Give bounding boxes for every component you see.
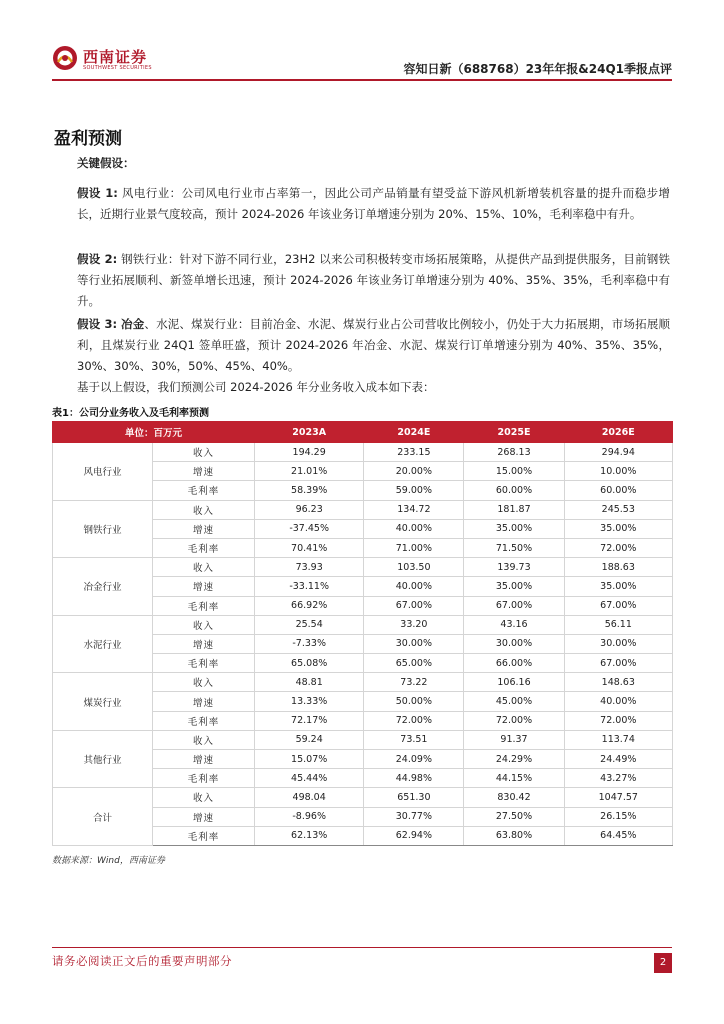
value-cell: 15.00% [464, 462, 564, 481]
value-cell: 233.15 [364, 443, 464, 462]
value-cell: 71.00% [364, 538, 464, 557]
value-cell: 96.23 [255, 500, 364, 519]
metric-label: 增速 [153, 750, 255, 769]
value-cell: 25.54 [255, 615, 364, 634]
metric-label: 毛利率 [153, 596, 255, 615]
value-cell: 26.15% [564, 807, 672, 826]
value-cell: 30.77% [364, 807, 464, 826]
footer-disclaimer: 请务必阅读正文后的重要声明部分 [52, 954, 232, 968]
value-cell: 73.51 [364, 730, 464, 749]
value-cell: 134.72 [364, 500, 464, 519]
table-row [53, 788, 673, 807]
value-cell: 188.63 [564, 558, 672, 577]
forecast-table [52, 421, 673, 846]
value-cell: 58.39% [255, 481, 364, 500]
assumption-3-text: 、水泥、煤炭行业：目前冶金、水泥、煤炭行业占公司营收比例较小，仍处于大力拓展期，市场拓展顺利，且煤炭行业 24Q1 签单旺盛，预计 2024-2026 年冶金、水泥、煤炭行订单增速分别为 40%、35%、35%，30%、30%、30%，50%、45%、40%。 [77, 317, 671, 373]
table-row [53, 558, 673, 577]
value-cell: 113.74 [564, 730, 672, 749]
value-cell: 60.00% [464, 481, 564, 500]
value-cell: 67.00% [364, 596, 464, 615]
value-cell: 15.07% [255, 750, 364, 769]
value-cell: 62.13% [255, 826, 364, 845]
value-cell: 66.00% [464, 654, 564, 673]
value-cell: 33.20 [364, 615, 464, 634]
southwest-securities-logo-icon [52, 45, 78, 71]
value-cell: 181.87 [464, 500, 564, 519]
year-header: 2025E [464, 422, 564, 443]
metric-label: 增速 [153, 807, 255, 826]
value-cell: 44.15% [464, 769, 564, 788]
segment-name: 钢铁行业 [53, 500, 153, 558]
metric-label: 收入 [153, 730, 255, 749]
segment-name: 合计 [53, 788, 153, 846]
year-header: 2026E [564, 422, 672, 443]
assumption-2-text: 钢铁行业：针对下游不同行业，23H2 以来公司积极转变市场拓展策略，从提供产品到提供服务，目前钢铁等行业拓展顺利、新签单增长迅速，预计 2024-2026 年该业务订单增速分别为 40%、35%、35%，毛利率稳中有升。 [77, 252, 671, 308]
company-logo [52, 44, 162, 74]
value-cell: 72.17% [255, 711, 364, 730]
value-cell: 45.44% [255, 769, 364, 788]
assumption-3 [54, 314, 670, 377]
table-header-row [53, 422, 673, 443]
metric-label: 收入 [153, 673, 255, 692]
value-cell: 24.09% [364, 750, 464, 769]
assumptions-heading [54, 153, 670, 174]
value-cell: 43.16 [464, 615, 564, 634]
value-cell: 35.00% [564, 577, 672, 596]
page-number: 2 [654, 953, 672, 973]
segment-name: 风电行业 [53, 443, 153, 501]
value-cell: 651.30 [364, 788, 464, 807]
value-cell: 40.00% [364, 577, 464, 596]
value-cell: 50.00% [364, 692, 464, 711]
value-cell: 106.16 [464, 673, 564, 692]
metric-label: 毛利率 [153, 711, 255, 730]
assumption-2 [54, 249, 670, 312]
value-cell: 56.11 [564, 615, 672, 634]
value-cell: 72.00% [364, 711, 464, 730]
assumption-3-label: 假设 3: [77, 317, 118, 331]
table-row [53, 730, 673, 749]
value-cell: 294.94 [564, 443, 672, 462]
metric-label: 毛利率 [153, 538, 255, 557]
value-cell: 67.00% [564, 654, 672, 673]
table-row [53, 615, 673, 634]
table-row [53, 500, 673, 519]
table-row [53, 443, 673, 462]
report-header-title: 容知日新（688768）23年年报&24Q1季报点评 [403, 62, 672, 76]
year-header: 2023A [255, 422, 364, 443]
metric-label: 增速 [153, 634, 255, 653]
value-cell: 65.08% [255, 654, 364, 673]
value-cell: 63.80% [464, 826, 564, 845]
value-cell: -7.33% [255, 634, 364, 653]
value-cell: 139.73 [464, 558, 564, 577]
value-cell: -33.11% [255, 577, 364, 596]
value-cell: 65.00% [364, 654, 464, 673]
value-cell: 40.00% [564, 692, 672, 711]
value-cell: 103.50 [364, 558, 464, 577]
value-cell: -8.96% [255, 807, 364, 826]
value-cell: 30.00% [564, 634, 672, 653]
value-cell: 67.00% [464, 596, 564, 615]
assumption-2-label: 假设 2: [77, 252, 118, 266]
segment-name: 冶金行业 [53, 558, 153, 616]
value-cell: 30.00% [364, 634, 464, 653]
assumption-1 [54, 183, 670, 225]
assumption-1-text: 风电行业：公司风电行业市占率第一，因此公司产品销量有望受益下游风机新增装机容量的提升而稳步增长，近期行业景气度较高，预计 2024-2026 年该业务订单增速分别为 20%、15%、10%，毛利率稳中有升。 [77, 186, 671, 221]
assumption-1-label: 假设 1: [77, 186, 118, 200]
logo-name-en: SOUTHWEST SECURITIES [83, 65, 152, 71]
assumptions-summary-text: 基于以上假设，我们预测公司 2024-2026 年分业务收入成本如下表： [77, 380, 435, 394]
metric-label: 增速 [153, 519, 255, 538]
value-cell: 498.04 [255, 788, 364, 807]
value-cell: 35.00% [464, 577, 564, 596]
metric-label: 毛利率 [153, 826, 255, 845]
value-cell: 72.00% [564, 711, 672, 730]
assumptions-heading-text: 关键假设： [77, 156, 135, 170]
value-cell: 24.49% [564, 750, 672, 769]
table-row [53, 673, 673, 692]
value-cell: 70.41% [255, 538, 364, 557]
value-cell: 64.45% [564, 826, 672, 845]
value-cell: 21.01% [255, 462, 364, 481]
value-cell: 60.00% [564, 481, 672, 500]
metric-label: 增速 [153, 692, 255, 711]
metric-label: 增速 [153, 577, 255, 596]
table-caption: 表1：公司分业务收入及毛利率预测 [52, 408, 209, 419]
value-cell: 1047.57 [564, 788, 672, 807]
data-source: 数据来源：Wind，西南证券 [52, 856, 165, 866]
metric-label: 收入 [153, 443, 255, 462]
value-cell: 35.00% [464, 519, 564, 538]
value-cell: 72.00% [464, 711, 564, 730]
value-cell: 148.63 [564, 673, 672, 692]
metric-label: 毛利率 [153, 654, 255, 673]
value-cell: 73.22 [364, 673, 464, 692]
value-cell: 59.00% [364, 481, 464, 500]
metric-label: 增速 [153, 462, 255, 481]
metric-label: 收入 [153, 558, 255, 577]
segment-name: 水泥行业 [53, 615, 153, 673]
metric-label: 毛利率 [153, 769, 255, 788]
value-cell: 67.00% [564, 596, 672, 615]
value-cell: -37.45% [255, 519, 364, 538]
value-cell: 66.92% [255, 596, 364, 615]
value-cell: 194.29 [255, 443, 364, 462]
metric-label: 收入 [153, 615, 255, 634]
value-cell: 13.33% [255, 692, 364, 711]
value-cell: 40.00% [364, 519, 464, 538]
value-cell: 30.00% [464, 634, 564, 653]
logo-name-cn: 西南证券 [83, 48, 148, 66]
value-cell: 71.50% [464, 538, 564, 557]
value-cell: 59.24 [255, 730, 364, 749]
value-cell: 830.42 [464, 788, 564, 807]
value-cell: 45.00% [464, 692, 564, 711]
metric-label: 收入 [153, 500, 255, 519]
value-cell: 43.27% [564, 769, 672, 788]
value-cell: 44.98% [364, 769, 464, 788]
value-cell: 10.00% [564, 462, 672, 481]
assumption-3-bold: 冶金 [121, 317, 145, 331]
value-cell: 20.00% [364, 462, 464, 481]
footer-divider [52, 947, 672, 948]
value-cell: 268.13 [464, 443, 564, 462]
year-header: 2024E [364, 422, 464, 443]
value-cell: 245.53 [564, 500, 672, 519]
value-cell: 27.50% [464, 807, 564, 826]
unit-header: 单位：百万元 [53, 422, 255, 443]
value-cell: 35.00% [564, 519, 672, 538]
value-cell: 24.29% [464, 750, 564, 769]
section-title: 盈利预测 [54, 129, 122, 149]
assumptions-summary [54, 377, 670, 398]
value-cell: 73.93 [255, 558, 364, 577]
value-cell: 91.37 [464, 730, 564, 749]
segment-name: 煤炭行业 [53, 673, 153, 731]
value-cell: 72.00% [564, 538, 672, 557]
segment-name: 其他行业 [53, 730, 153, 788]
value-cell: 48.81 [255, 673, 364, 692]
header-divider [52, 79, 672, 81]
metric-label: 毛利率 [153, 481, 255, 500]
value-cell: 62.94% [364, 826, 464, 845]
metric-label: 收入 [153, 788, 255, 807]
